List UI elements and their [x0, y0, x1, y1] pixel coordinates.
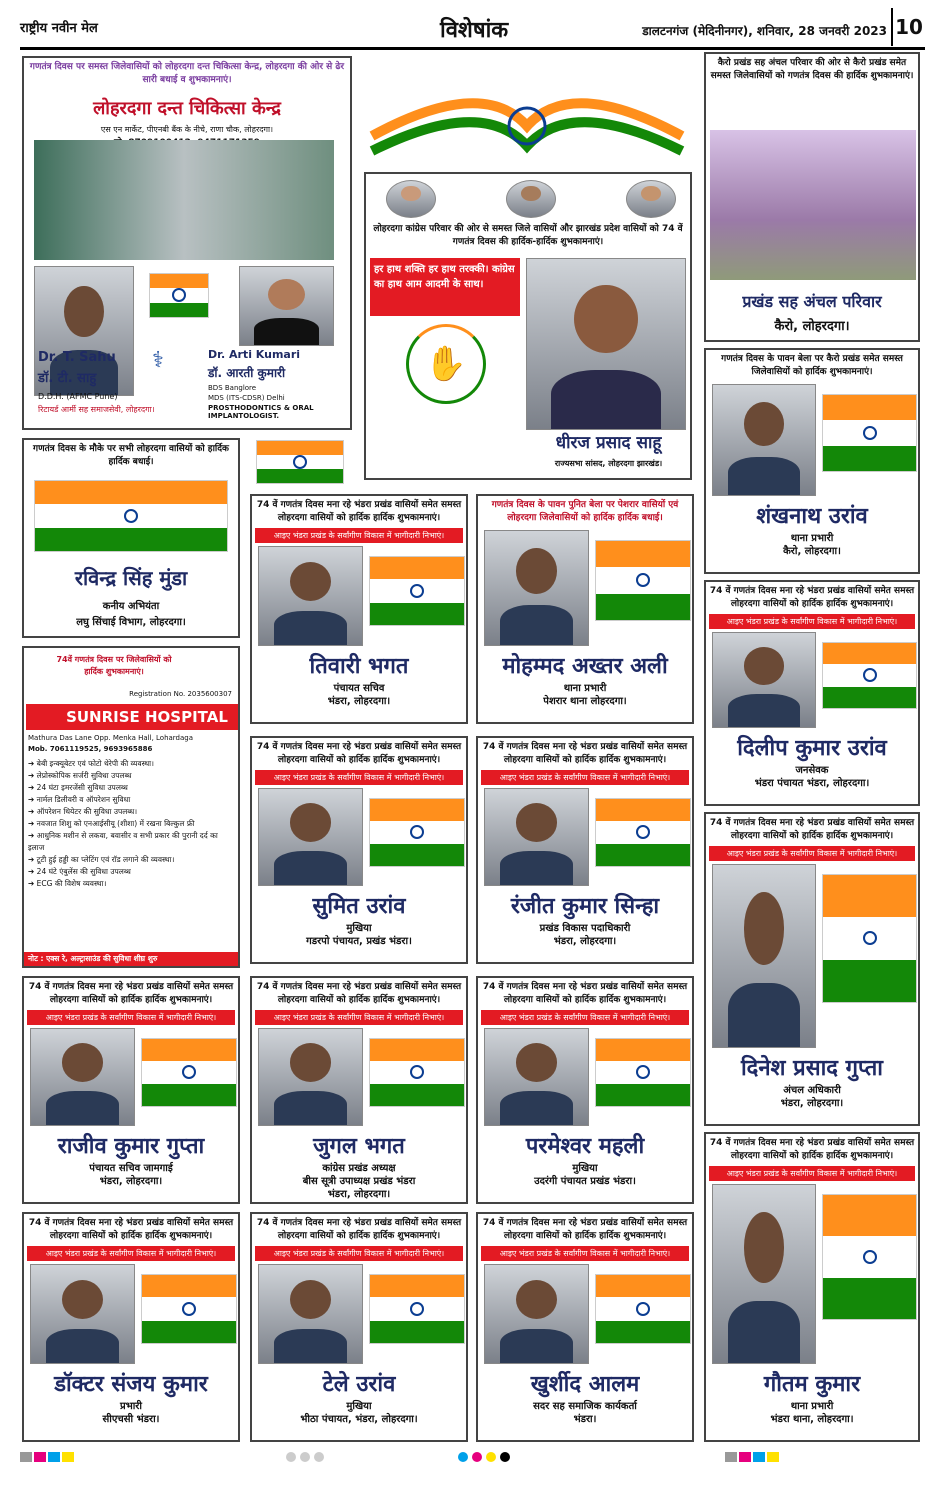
tricolor-swoosh-graphic: [362, 56, 692, 166]
person-photo: [484, 788, 589, 886]
card-name: गौतम कुमार: [763, 1372, 861, 1397]
hospital-service-item: ➔ ऑपरेशन थियेटर की सुविधा उपलब्ध।: [28, 807, 138, 816]
card-role: भंडरा।: [573, 1414, 597, 1425]
block-office-photo: [710, 130, 916, 280]
card-role: भंडरा, लोहरदगा।: [327, 1189, 391, 1200]
card-role: भंडरा थाना, लोहरदगा।: [770, 1414, 854, 1425]
card-role: जनसेवक: [795, 765, 829, 776]
hospital-service-item: ➔ आधुनिक मशीन से लकवा, बवासीर व सभी प्रकार की पुरानी दर्द का इलाज: [28, 831, 218, 852]
flag-icon: [34, 480, 228, 552]
card-name: रंजीत कुमार सिन्हा: [510, 894, 660, 919]
card-slogan-strip: आइए भंडरा प्रखंड के सर्वांगीण विकास में भागीदारी निभाएं।: [255, 528, 463, 543]
congress-ad: [364, 172, 692, 480]
mp-photo: [526, 258, 686, 430]
doctor1-name-en: Dr. T. Sahu: [38, 350, 116, 365]
person-photo: [258, 1264, 363, 1364]
hospital-note: नोट : एक्स रे, अल्ट्रासाउंड की सुविधा शीघ्र शुरु: [24, 952, 238, 966]
card-slogan-strip: आइए भंडरा प्रखंड के सर्वांगीण विकास में भागीदारी निभाएं।: [255, 1246, 463, 1261]
flag-icon: [595, 1038, 691, 1107]
card-role: सदर सह समाजिक कार्यकर्ता: [533, 1401, 637, 1412]
greeting-card: [476, 736, 694, 964]
person-photo: [484, 1264, 589, 1364]
doctor2-name-en: Dr. Arti Kumari: [208, 348, 301, 361]
card-name: सुमित उरांव: [312, 894, 406, 919]
congress-mp-role: राज्यसभा सांसद, लोहरदगा झारखंड।: [554, 459, 663, 468]
hospital-services-list: [28, 758, 236, 890]
card-name: दिनेश प्रसाद गुप्ता: [740, 1056, 884, 1081]
card-name: तिवारी भगत: [309, 654, 409, 679]
card-role: भंडरा, लोहरदगा।: [327, 696, 391, 707]
hospital-banner: 74वें गणतंत्र दिवस पर जिलेवासियों को हार्दिक शुभकामनाएं।: [56, 655, 172, 676]
person-photo: [712, 1184, 816, 1364]
card-role: मुखिया: [346, 1401, 372, 1412]
congress-slogan: हर हाथ शक्ति हर हाथ तरक्की। कांग्रेस का हाथ आम आदमी के साथ।: [370, 258, 520, 316]
doctor2-degree-2: MDS (ITS-CDSR) Delhi: [208, 394, 285, 402]
doctor2-name-hi: डॉ. आरती कुमारी: [208, 366, 286, 380]
person-photo: [712, 864, 816, 1048]
greeting-card: [704, 1132, 920, 1442]
card-role: भंडरा पंचायत भंडरा, लोहरदगा।: [754, 778, 870, 789]
flag-icon: [822, 394, 917, 472]
hospital-reg: Registration No. 2035600307: [129, 690, 232, 698]
flag-icon: [141, 1038, 237, 1107]
card-name: परमेश्वर महली: [525, 1134, 645, 1159]
card-message: 74 वें गणतंत्र दिवस मना रहे भंडरा प्रखंड वासियों समेत समस्त लोहरदगा वासियों को हार्दिक हार्दिक शुभकामनाएं।: [482, 1218, 688, 1241]
masthead: राष्ट्रीय नवीन मेल: [20, 21, 98, 36]
doctor2-degree-1: BDS Banglore: [208, 384, 257, 392]
flag-icon: [369, 1038, 465, 1107]
card-role: भंडरा, लोहरदगा।: [780, 1098, 844, 1109]
card-role: पंचायत सचिव जामगाई: [89, 1163, 173, 1174]
ravindra-name: रविन्द्र सिंह मुंडा: [74, 566, 188, 590]
person-photo: [258, 1028, 363, 1126]
flag-icon: [822, 642, 917, 709]
card-slogan-strip: आइए भंडरा प्रखंड के सर्वांगीण विकास में भागीदारी निभाएं।: [709, 1166, 915, 1181]
dental-address: एस एन मार्केट, पीएनबी बैंक के नीचे, राणा चौक, लोहरदगा।: [100, 125, 274, 134]
doctor1-note: रिटायर्ड आर्मी सह समाजसेवी, लोहरदगा।: [38, 405, 155, 414]
card-name: टेले उरांव: [322, 1372, 396, 1397]
greeting-card: [704, 580, 920, 806]
hospital-service-item: ➔ टूटी हुई हड्डी का प्लेटिंग एवं रॉड लगाने की व्यवस्था।: [28, 855, 175, 864]
card-role: प्रखंड विकास पदाधिकारी: [539, 923, 631, 934]
card-role: कांग्रेस प्रखंड अध्यक्ष: [322, 1163, 396, 1174]
card-slogan-strip: आइए भंडरा प्रखंड के सर्वांगीण विकास में भागीदारी निभाएं।: [481, 1010, 689, 1025]
dental-clinic-ad: [22, 56, 352, 430]
person-photo: [484, 530, 589, 646]
card-message: 74 वें गणतंत्र दिवस मना रहे भंडरा प्रखंड वासियों समेत समस्त लोहरदगा वासियों को हार्दिक हार्दिक शुभकामनाएं।: [256, 982, 462, 1005]
card-slogan-strip: आइए भंडरा प्रखंड के सर्वांगीण विकास में भागीदारी निभाएं।: [255, 1010, 463, 1025]
card-name: जुगल भगत: [313, 1134, 405, 1159]
greeting-card: [476, 1212, 694, 1442]
card-message: गणतंत्र दिवस के पावन पुनित बेला पर पेशरार वासियों एवं लोहरदगा जिलेवासियों को हार्दिक हार्दिक बधाई।: [491, 500, 679, 523]
card-message: 74 वें गणतंत्र दिवस मना रहे भंडरा प्रखंड वासियों समेत समस्त लोहरदगा वासियों को हार्दिक हार्दिक शुभकामनाएं।: [482, 742, 688, 765]
card-role: भंडरा, लोहरदगा।: [99, 1176, 163, 1187]
card-name: शंखनाथ उरांव: [756, 504, 868, 529]
card-role: भीठा पंचायत, भंडरा, लोहरदगा।: [300, 1414, 418, 1425]
card-role: पंचायत सचिव: [333, 683, 385, 694]
card-role: बीस सूत्री उपाध्यक्ष प्रखंड भंडरा: [302, 1176, 416, 1187]
card-role: प्रभारी: [120, 1401, 142, 1412]
ravindra-msg: गणतंत्र दिवस के मौके पर सभी लोहरदगा वासियों को हार्दिक हार्दिक बधाई।: [33, 444, 229, 467]
congress-hand-logo: ✋: [406, 324, 486, 404]
flag-icon: [595, 798, 691, 867]
card-role: मुखिया: [346, 923, 372, 934]
ravindra-role2: लघु सिंचाई विभाग, लोहरदगा।: [76, 617, 186, 628]
greeting-card: [250, 736, 468, 964]
leader3-photo: [626, 180, 676, 218]
person-photo: [30, 1264, 135, 1364]
greeting-card: [250, 494, 468, 724]
hospital-service-item: ➔ नवजात शिशु को एनआईसीयू (शीशा) में रखना बिल्कुल फ्री: [28, 819, 195, 828]
card-role: सीएचसी भंडरा।: [102, 1414, 160, 1425]
section-title: विशेषांक: [440, 18, 509, 43]
greeting-card: [704, 348, 920, 574]
card-message: गणतंत्र दिवस के पावन बेला पर कैरो प्रखंड समेत समस्त जिलेवासियों को हार्दिक शुभकामनाएं।: [721, 354, 903, 377]
kairo-ad: [704, 52, 920, 342]
card-message: 74 वें गणतंत्र दिवस मना रहे भंडरा प्रखंड वासियों समेत समस्त लोहरदगा वासियों को हार्दिक हार्दिक शुभकामनाएं।: [256, 500, 462, 523]
card-role: कैरो, लोहरदगा।: [783, 546, 841, 557]
card-name: राजीव कुमार गुप्ता: [57, 1134, 205, 1159]
card-slogan-strip: आइए भंडरा प्रखंड के सर्वांगीण विकास में भागीदारी निभाएं।: [709, 614, 915, 629]
hospital-name: SUNRISE HOSPITAL: [26, 704, 238, 730]
card-message: 74 वें गणतंत्र दिवस मना रहे भंडरा प्रखंड वासियों समेत समस्त लोहरदगा वासियों को हार्दिक हार्दिक शुभकामनाएं।: [482, 982, 688, 1005]
card-name: खुर्शीद आलम: [530, 1372, 640, 1397]
kairo-place: कैरो, लोहरदगा।: [774, 319, 850, 334]
card-name: मोहम्मद अख्तर अली: [502, 654, 668, 679]
card-slogan-strip: आइए भंडरा प्रखंड के सर्वांगीण विकास में भागीदारी निभाएं।: [481, 770, 689, 785]
card-message: 74 वें गणतंत्र दिवस मना रहे भंडरा प्रखंड वासियों समेत समस्त लोहरदगा वासियों को हार्दिक हार्दिक शुभकामनाएं।: [709, 818, 915, 841]
print-color-bar: [20, 1447, 925, 1461]
flag-icon: [149, 273, 209, 318]
hospital-address: Mathura Das Lane Opp. Menka Hall, Lohardaga: [28, 734, 194, 742]
page-number: 10: [891, 8, 925, 46]
card-role: थाना प्रभारी: [563, 683, 607, 694]
card-role: भंडरा, लोहरदगा।: [553, 936, 617, 947]
doctor2-photo: [239, 266, 334, 346]
card-slogan-strip: आइए भंडरा प्रखंड के सर्वांगीण विकास में भागीदारी निभाएं।: [709, 846, 915, 861]
flag-icon: [369, 1274, 465, 1344]
doctor2-degree-3: PROSTHODONTICS & ORAL IMPLANTOLOGIST.: [208, 404, 314, 420]
person-photo: [712, 384, 816, 496]
sunrise-hospital-ad: [22, 646, 240, 968]
hospital-mobile: Mob. 7061119525, 9693965886: [28, 745, 153, 753]
card-role: पेशरार थाना लोहरदगा।: [543, 696, 627, 707]
leader1-photo: [386, 180, 436, 218]
dateline: डालटनगंज (मेदिनीनगर), शनिवार, 28 जनवरी 2023: [642, 24, 887, 38]
flag-icon: [141, 1274, 237, 1344]
hospital-service-item: ➔ बेबी इन्क्यूबेटर एवं फोटो थेरेपी की व्यवस्था।: [28, 759, 154, 768]
card-role: थाना प्रभारी: [790, 533, 834, 544]
dental-title: लोहरदगा दन्त चिकित्सा केन्द्र: [93, 98, 281, 119]
hospital-service-item: ➔ लेप्रोस्कोपिक सर्जरी सुविधा उपलब्ध: [28, 771, 132, 780]
greeting-card: [476, 494, 694, 724]
congress-msg: लोहरदगा कांग्रेस परिवार की ओर से समस्त जिले वासियों और झारखंड प्रदेश वासियों को 74 वें गणतंत्र दिवस की हार्दिक-हार्दिक शुभकामनाएं।: [373, 224, 683, 247]
kairo-name: प्रखंड सह अंचल परिवार: [742, 292, 882, 311]
hospital-service-item: ➔ 24 घंटे एंबुलेंस की सुविधा उपलब्ध: [28, 867, 131, 876]
person-photo: [30, 1028, 135, 1126]
leader2-photo: [506, 180, 556, 218]
kairo-msg: कैरो प्रखंड सह अंचल परिवार की ओर से कैरो प्रखंड समेत समस्त जिलेवासियों को गणतंत्र दिवस की हार्दिक शुभकामनाएं।: [710, 58, 914, 81]
page-header: [20, 8, 925, 50]
doctor1-degree: D.D.H. (AFMC Pune): [38, 392, 118, 401]
hospital-service-item: ➔ 24 घंटा इमरजेंसी सुविधा उपलब्ध: [28, 783, 128, 792]
person-photo: [258, 546, 363, 646]
flag-icon: [369, 798, 465, 867]
flag-icon: [822, 874, 917, 1003]
card-message: 74 वें गणतंत्र दिवस मना रहे भंडरा प्रखंड वासियों समेत समस्त लोहरदगा वासियों को हार्दिक हार्दिक शुभकामनाएं।: [28, 982, 234, 1005]
congress-mp-name: धीरज प्रसाद साहू: [555, 433, 662, 453]
card-role: मुखिया: [572, 1163, 598, 1174]
flag-icon: [822, 1194, 917, 1320]
card-role: गडरपो पंचायत, प्रखंड भंडरा।: [306, 936, 412, 947]
card-role: अंचल अधिकारी: [783, 1085, 841, 1096]
flag-icon: [595, 540, 691, 621]
person-photo: [484, 1028, 589, 1126]
doctor1-name-hi: डॉ. टी. साहु: [38, 371, 97, 386]
card-message: 74 वें गणतंत्र दिवस मना रहे भंडरा प्रखंड वासियों समेत समस्त लोहरदगा वासियों को हार्दिक हार्दिक शुभकामनाएं।: [28, 1218, 234, 1241]
card-slogan-strip: आइए भंडरा प्रखंड के सर्वांगीण विकास में भागीदारी निभाएं।: [481, 1246, 689, 1261]
flag-icon: [256, 440, 344, 484]
card-name: दिलीप कुमार उरांव: [737, 736, 887, 761]
card-slogan-strip: आइए भंडरा प्रखंड के सर्वांगीण विकास में भागीदारी निभाएं।: [27, 1246, 235, 1261]
greeting-card: [250, 1212, 468, 1442]
card-message: 74 वें गणतंत्र दिवस मना रहे भंडरा प्रखंड वासियों समेत समस्त लोहरदगा वासियों को हार्दिक हार्दिक शुभकामनाएं।: [709, 1138, 915, 1161]
greeting-card: [250, 976, 468, 1204]
dental-msg: गणतंत्र दिवस पर समस्त जिलेवासियों को लोहरदगा दन्त चिकित्सा केन्द्र, लोहरदगा की ओर से ढेर सारी बधाई व शुभकामनाएं।: [29, 62, 345, 85]
hospital-service-item: ➔ नार्मल डिलीवरी व ऑपरेशन सुविधा: [28, 795, 131, 804]
caduceus-icon: ⚕: [152, 348, 164, 373]
card-slogan-strip: आइए भंडरा प्रखंड के सर्वांगीण विकास में भागीदारी निभाएं।: [27, 1010, 235, 1025]
person-photo: [258, 788, 363, 886]
ravindra-role1: कनीय अभियंता: [102, 601, 160, 612]
greeting-card: [476, 976, 694, 1204]
card-message: 74 वें गणतंत्र दिवस मना रहे भंडरा प्रखंड वासियों समेत समस्त लोहरदगा वासियों को हार्दिक हार्दिक शुभकामनाएं।: [256, 742, 462, 765]
greeting-card: [22, 1212, 240, 1442]
card-message: 74 वें गणतंत्र दिवस मना रहे भंडरा प्रखंड वासियों समेत समस्त लोहरदगा वासियों को हार्दिक हार्दिक शुभकामनाएं।: [709, 586, 915, 609]
card-role: उदरंगी पंचायत प्रखंड भंडरा।: [534, 1176, 636, 1187]
flag-icon: [595, 1274, 691, 1344]
card-slogan-strip: आइए भंडरा प्रखंड के सर्वांगीण विकास में भागीदारी निभाएं।: [255, 770, 463, 785]
card-message: 74 वें गणतंत्र दिवस मना रहे भंडरा प्रखंड वासियों समेत समस्त लोहरदगा वासियों को हार्दिक हार्दिक शुभकामनाएं।: [256, 1218, 462, 1241]
tricolor-banner: [362, 56, 692, 166]
card-name: डॉक्टर संजय कुमार: [54, 1372, 208, 1397]
greeting-card: [22, 976, 240, 1204]
dental-clinic-photo: [34, 140, 334, 260]
greeting-card: [704, 812, 920, 1126]
card-role: थाना प्रभारी: [790, 1401, 834, 1412]
hospital-service-item: ➔ ECG की विशेष व्यवस्था।: [28, 879, 107, 888]
ravindra-ad: [22, 438, 240, 638]
person-photo: [712, 632, 816, 728]
flag-icon: [369, 556, 465, 626]
